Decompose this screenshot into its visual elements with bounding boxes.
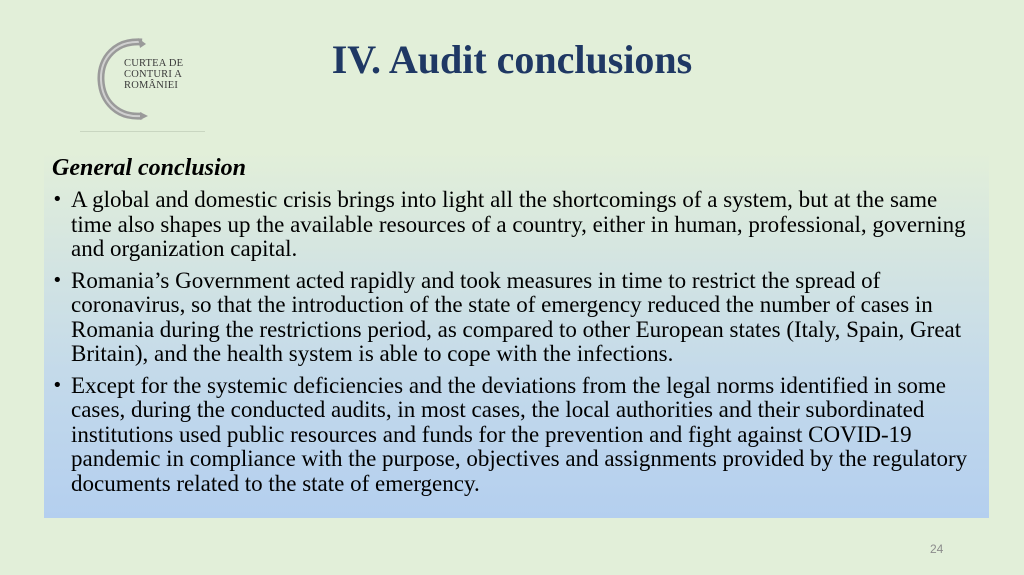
page-number: 24 — [930, 542, 944, 556]
bullet-item — [52, 188, 981, 262]
slide-title-text: IV. Audit conclusions — [331, 37, 693, 82]
bullet-icon: • — [52, 189, 63, 210]
section-subheading: General conclusion — [52, 155, 247, 181]
bullet-icon: • — [52, 374, 63, 396]
bullet-item — [52, 269, 981, 367]
logo-line-3: ROMÂNIEI — [124, 80, 179, 91]
bullet-list — [52, 188, 981, 496]
bullet-text: Romania’s Government acted rapidly and took measures in time to restrict the spread of coronavirus, so that the introduction of the state of emergency reduced the number of cases in Romania during the restrictions period, as compared to other European states (Italy, Spain, Great Britain), and the health system is able to cope with the infections. — [71, 267, 962, 366]
bullet-item — [52, 374, 981, 497]
bullet-text: Except for the systemic deficiencies and the deviations from the legal norms identified in some cases, during the conducted audits, in most cases, the local authorities and their subordinated institutions used public resources and funds for the prevention and fight against COVID-19 pandemic in compliance with the purpose, objectives and assignments provided by the regulatory documents related to the state of emergency. — [71, 372, 968, 496]
logo-divider — [80, 131, 205, 132]
logo-line-2: CONTURI A — [124, 69, 183, 80]
logo-line-1: CURTEA DE — [124, 58, 184, 69]
slide-title — [0, 36, 1024, 83]
content-box — [44, 152, 989, 518]
bullet-text: A global and domestic crisis brings into light all the shortcomings of a system, but at the same time also shapes up the available resources of a country, either in human, professional, governing and organization capital. — [71, 187, 966, 261]
bullet-icon: • — [52, 269, 63, 291]
